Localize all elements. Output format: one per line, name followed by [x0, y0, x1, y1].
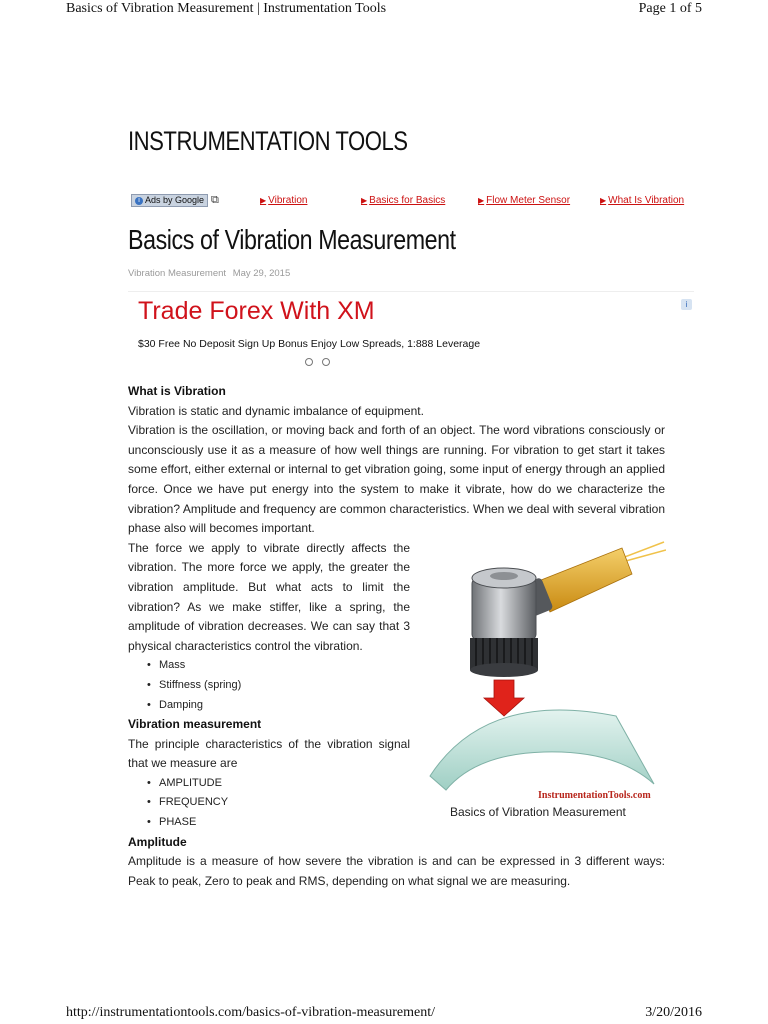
- triangle-right-icon: ▶: [361, 196, 368, 205]
- ads-chip[interactable]: [131, 194, 208, 207]
- list-item: • FREQUENCY: [159, 793, 665, 813]
- sensor-base-bottom: [470, 663, 538, 677]
- print-page-number: Page 1 of 5: [638, 1, 702, 16]
- print-header: [66, 1, 702, 17]
- print-date: 3/20/2016: [645, 1005, 702, 1020]
- vibration-sensor-illustration: [426, 540, 666, 805]
- heading-what-is-vibration: What is Vibration: [128, 384, 226, 398]
- ad-link-what-is-vibration[interactable]: [600, 195, 684, 206]
- post-meta: [128, 268, 290, 279]
- paragraph: The force we apply to vibrate directly affects the vibration. The more force we apply, the greater the vibration amplitude. But what acts to limit the vibration? As we make stiffer, like a spring, the amplitude of vibration decreases. We can say that 3 physical characteristics control the vibration.: [128, 540, 410, 653]
- ads-badge-label: Ads by Google: [145, 195, 205, 205]
- post-date: May 29, 2015: [232, 268, 291, 279]
- external-link-icon[interactable]: ⧉: [211, 194, 219, 206]
- ad-link-label: Vibration: [268, 195, 308, 206]
- adchoices-info-icon[interactable]: i: [681, 299, 692, 310]
- vibration-sensor-figure: [426, 540, 666, 805]
- paragraph: Amplitude is a measure of how severe the vibration is and can be expressed in 3 different ways: Peak to peak, Zero to peak and RMS, depending on what signal we are measuring.: [128, 854, 665, 888]
- info-icon: i: [135, 197, 143, 205]
- triangle-right-icon: ▶: [600, 196, 607, 205]
- ad-subtext[interactable]: $30 Free No Deposit Sign Up Bonus Enjoy Low Spreads, 1:888 Leverage: [138, 338, 481, 350]
- figure-caption: Basics of Vibration Measurement: [450, 805, 626, 819]
- heading-vibration-measurement: Vibration measurement: [128, 717, 262, 732]
- carousel-dot[interactable]: [322, 358, 330, 366]
- print-footer: [66, 1005, 702, 1021]
- ad-link-label: What Is Vibration: [608, 195, 685, 206]
- list-item: • Stiffness (spring): [159, 676, 665, 696]
- heading-amplitude: Amplitude: [128, 834, 187, 849]
- list-item: • Mass: [159, 656, 665, 676]
- ad-banner[interactable]: [128, 291, 694, 372]
- ads-by-google-badge[interactable]: [131, 194, 219, 207]
- triangle-right-icon: ▶: [478, 196, 485, 205]
- list-item: • PHASE: [159, 813, 665, 833]
- paragraph: Vibration is the oscillation, or moving back and forth of an object. The word vibrations consciously or unconsciously use it as a measure of how well things are running. For vibration to get start it takes some effort, either external or internal to get vibration going, some input of energy through an applied force. Once we have put energy into the system to make it vibrate, how do we characterize the vibration? Amplitude and frequency are common characteristics. When we deal with several vibration phase also will becomes important.: [128, 423, 665, 536]
- print-url: http://instrumentationtools.com/basics-of-vibration-measurement/: [66, 1005, 435, 1020]
- site-title[interactable]: INSTRUMENTATION TOOLS: [128, 126, 408, 156]
- triangle-right-icon: ▶: [260, 196, 267, 205]
- carousel-dot[interactable]: [305, 358, 313, 366]
- print-doc-title: Basics of Vibration Measurement | Instrumentation Tools: [66, 1, 387, 16]
- paragraph: The principle characteristics of the vibration signal that we measure are: [128, 736, 410, 771]
- ad-links-bar: [0, 194, 768, 210]
- list-item: • AMPLITUDE: [159, 774, 665, 794]
- paragraph: Vibration is static and dynamic imbalance of equipment.: [128, 403, 424, 418]
- ad-link-flow-meter-sensor[interactable]: [478, 195, 570, 206]
- post-title: Basics of Vibration Measurement: [128, 224, 456, 255]
- ad-headline[interactable]: Trade Forex With XM: [138, 297, 375, 325]
- ad-link-basics-for-basics[interactable]: [361, 195, 445, 206]
- ad-link-label: Basics for Basics: [369, 195, 446, 206]
- arrow-down-icon: [484, 680, 524, 716]
- vibrating-surface: [430, 710, 654, 790]
- list-item: • Damping: [159, 696, 665, 716]
- ad-carousel-dots: [305, 358, 330, 366]
- sensor-top-cap: [490, 572, 518, 580]
- ad-link-label: Flow Meter Sensor: [486, 195, 571, 206]
- figure-watermark: InstrumentationTools.com: [538, 790, 651, 801]
- post-category-link[interactable]: Vibration Measurement: [128, 268, 227, 279]
- ad-link-vibration[interactable]: [260, 195, 307, 206]
